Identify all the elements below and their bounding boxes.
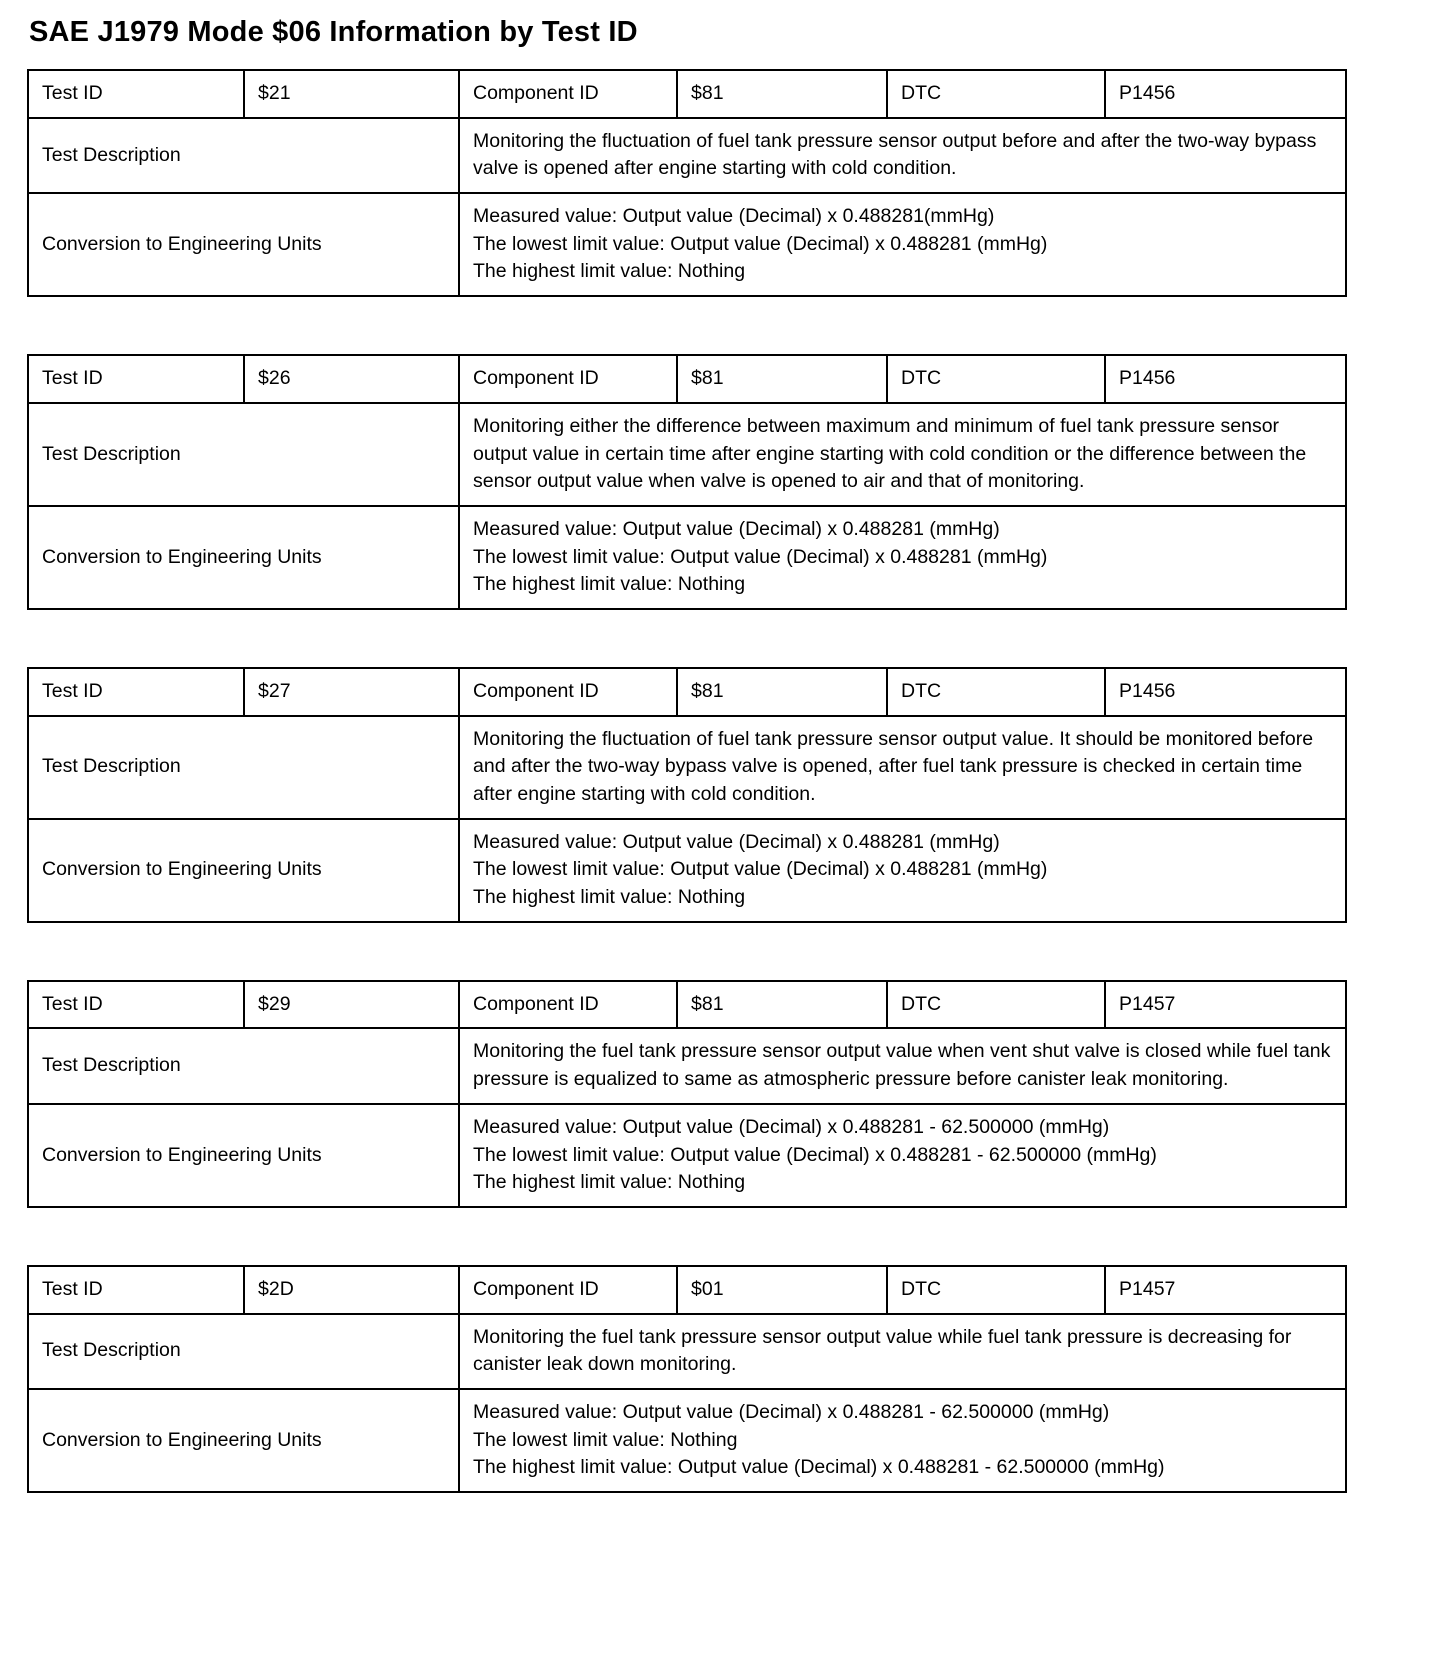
test-description-value: Monitoring the fuel tank pressure sensor output value when vent shut valve is closed while fuel tank pressure is equalized to same as atmospheric pressure before canister leak monitoring. [459,1028,1346,1103]
highest-limit-line: The highest limit value: Nothing [473,260,746,283]
measured-value-line: Measured value: Output value (Decimal) x 0.488281 - 62.500000 (mmHg) [473,1115,1110,1138]
test-description-value: Monitoring either the difference between maximum and minimum of fuel tank pressure sensor output value in certain time after engine starting with cold condition or the difference between the sensor output value when valve is opened to air and that of monitoring. [459,403,1346,506]
test-info-table [27,354,1347,610]
test-description-label: Test Description [28,1314,459,1389]
conversion-value [459,193,1346,296]
test-description-value: Monitoring the fluctuation of fuel tank pressure sensor output value. It should be monitored before and after the two-way bypass valve is opened, after fuel tank pressure is checked in certain time after engine starting with cold condition. [459,716,1346,819]
test-id-label: Test ID [28,1266,244,1314]
conversion-row [28,506,1346,609]
highest-limit-line: The highest limit value: Nothing [473,573,746,596]
dtc-label: DTC [887,981,1105,1029]
component-id-value: $81 [677,355,887,403]
test-description-label: Test Description [28,118,459,193]
conversion-label: Conversion to Engineering Units [28,1389,459,1492]
description-row [28,1028,1346,1103]
test-info-table [27,667,1347,923]
measured-value-line: Measured value: Output value (Decimal) x 0.488281 (mmHg) [473,830,1000,853]
description-row [28,716,1346,819]
test-id-label: Test ID [28,355,244,403]
component-id-value: $01 [677,1266,887,1314]
conversion-label: Conversion to Engineering Units [28,819,459,922]
test-info-table [27,980,1347,1208]
conversion-label: Conversion to Engineering Units [28,1104,459,1207]
conversion-value [459,1104,1346,1207]
description-row [28,1314,1346,1389]
table-header-row [28,70,1346,118]
dtc-value: P1457 [1105,1266,1346,1314]
dtc-label: DTC [887,1266,1105,1314]
test-description-label: Test Description [28,1028,459,1103]
description-row [28,118,1346,193]
measured-value-line: Measured value: Output value (Decimal) x 0.488281 - 62.500000 (mmHg) [473,1400,1110,1423]
page-title: SAE J1979 Mode $06 Information by Test ID [29,16,638,48]
lowest-limit-line: The lowest limit value: Output value (Decimal) x 0.488281 (mmHg) [473,858,1048,881]
lowest-limit-line: The lowest limit value: Output value (Decimal) x 0.488281 (mmHg) [473,545,1048,568]
test-description-label: Test Description [28,716,459,819]
test-id-label: Test ID [28,668,244,716]
test-description-value: Monitoring the fuel tank pressure sensor output value while fuel tank pressure is decreasing for canister leak down monitoring. [459,1314,1346,1389]
lowest-limit-line: The lowest limit value: Output value (Decimal) x 0.488281 (mmHg) [473,232,1048,255]
test-id-value: $26 [244,355,459,403]
table-header-row [28,668,1346,716]
conversion-row [28,1104,1346,1207]
component-id-value: $81 [677,70,887,118]
conversion-row [28,1389,1346,1492]
dtc-value: P1456 [1105,355,1346,403]
test-id-value: $21 [244,70,459,118]
conversion-value [459,1389,1346,1492]
conversion-label: Conversion to Engineering Units [28,193,459,296]
dtc-label: DTC [887,668,1105,716]
conversion-label: Conversion to Engineering Units [28,506,459,609]
conversion-row [28,819,1346,922]
highest-limit-line: The highest limit value: Nothing [473,886,746,909]
test-id-value: $29 [244,981,459,1029]
test-id-label: Test ID [28,70,244,118]
component-id-label: Component ID [459,1266,677,1314]
description-row [28,403,1346,506]
highest-limit-line: The highest limit value: Nothing [473,1171,746,1194]
test-info-table [27,1265,1347,1493]
component-id-label: Component ID [459,70,677,118]
table-header-row [28,981,1346,1029]
component-id-label: Component ID [459,355,677,403]
lowest-limit-line: The lowest limit value: Nothing [473,1428,738,1451]
highest-limit-line: The highest limit value: Output value (Decimal) x 0.488281 - 62.500000 (mmHg) [473,1456,1165,1479]
conversion-row [28,193,1346,296]
test-id-value: $27 [244,668,459,716]
conversion-value [459,819,1346,922]
conversion-value [459,506,1346,609]
component-id-value: $81 [677,981,887,1029]
component-id-label: Component ID [459,981,677,1029]
dtc-value: P1457 [1105,981,1346,1029]
component-id-value: $81 [677,668,887,716]
dtc-label: DTC [887,70,1105,118]
test-id-value: $2D [244,1266,459,1314]
dtc-label: DTC [887,355,1105,403]
measured-value-line: Measured value: Output value (Decimal) x 0.488281 (mmHg) [473,517,1000,540]
test-id-label: Test ID [28,981,244,1029]
measured-value-line: Measured value: Output value (Decimal) x 0.488281(mmHg) [473,205,995,228]
dtc-value: P1456 [1105,668,1346,716]
dtc-value: P1456 [1105,70,1346,118]
test-description-label: Test Description [28,403,459,506]
test-info-table [27,69,1347,297]
table-header-row [28,1266,1346,1314]
lowest-limit-line: The lowest limit value: Output value (Decimal) x 0.488281 - 62.500000 (mmHg) [473,1143,1157,1166]
test-description-value: Monitoring the fluctuation of fuel tank pressure sensor output before and after the two-way bypass valve is opened after engine starting with cold condition. [459,118,1346,193]
component-id-label: Component ID [459,668,677,716]
table-header-row [28,355,1346,403]
